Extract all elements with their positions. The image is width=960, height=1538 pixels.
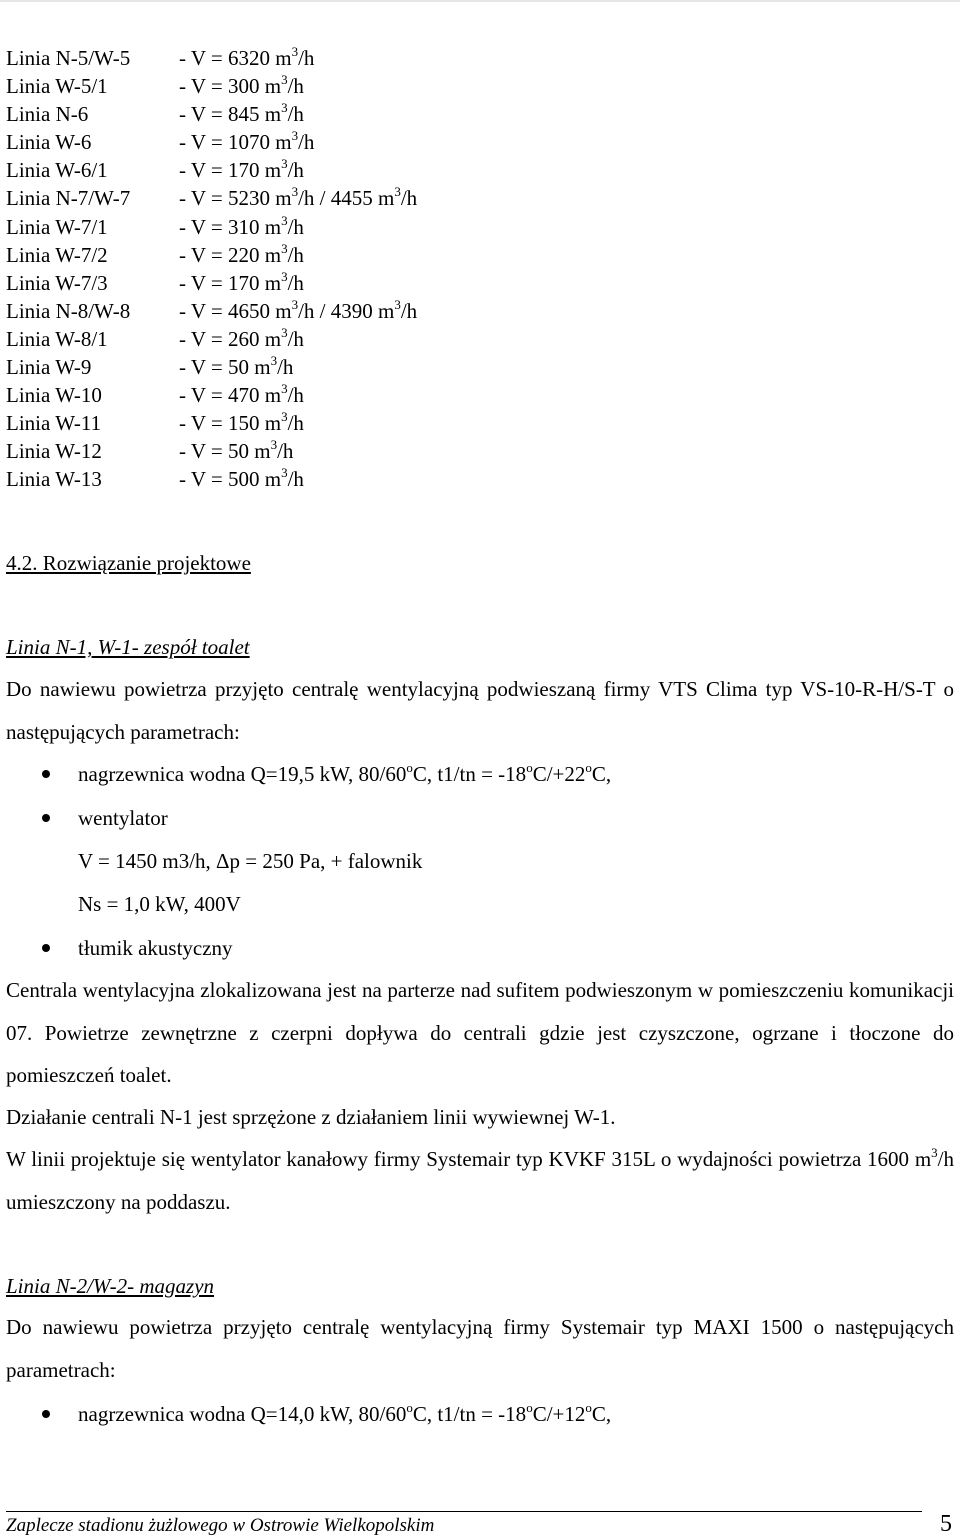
- footer-title: Zaplecze stadionu żużlowego w Ostrowie Wielkopolskim: [6, 1515, 435, 1536]
- paragraph-n2-intro: Do nawiewu powietrza przyjęto centralę wentylacyjną firmy Systemair typ MAXI 1500 o następujących parametrach:: [6, 1315, 954, 1382]
- line-name: Linia W-7/2: [6, 242, 108, 267]
- line-airflow: - V = 300 $m^3/h$: [179, 72, 304, 99]
- line-airflow: - V = 50 $m^3/h$: [179, 437, 294, 464]
- line-name: Linia W-6/1: [6, 158, 108, 183]
- line-airflow: - V = 845 $m^3/h$: [179, 100, 304, 127]
- paragraph-n1-coupling: Działanie centrali N-1 jest sprzężone z działaniem linii wywiewnej W-1.: [6, 1105, 616, 1129]
- line-name: Linia W-5/1: [6, 74, 108, 99]
- paragraph-w1-fan: W linii projektuje się wentylator kanałowy firmy Systemair typ KVKF 315L o wydajności powietrza 1600 $m^3/h$ umieszczony na poddaszu.: [6, 1145, 954, 1214]
- line-name: Linia W-8/1: [6, 326, 108, 351]
- bullet-icon: [42, 944, 50, 952]
- line-airflow: - V = 4650 $m^3/h / 4390$ $m^3/h$: [179, 296, 418, 323]
- line-airflow: - V = 470 $m^3/h$: [179, 381, 304, 408]
- bullet-icon: [42, 770, 50, 778]
- line-airflow: - V = 310 $m^3/h$: [179, 212, 304, 239]
- bullet-text: tłumik akustyczny: [78, 936, 233, 960]
- bullet-text: nagrzewnica wodna Q=19,5 kW, 80/60$^o$C, $t1/tn = -18^oC/+22^oC$,: [78, 760, 612, 786]
- page-number: 5: [940, 1511, 952, 1537]
- bullet-text: nagrzewnica wodna Q=14,0 kW, 80/60$^o$C, $t1/tn = -18^oC/+12^oC$,: [78, 1400, 612, 1426]
- bullet-icon: [42, 1410, 50, 1418]
- subsection-heading-n2-w2: Linia N-2/W-2- magazyn: [6, 1274, 215, 1298]
- bullet-icon: [42, 814, 50, 822]
- line-airflow: - V = 170 $m^3/h$: [179, 156, 304, 183]
- line-name: Linia W-10: [6, 383, 102, 408]
- line-name: Linia N-8/W-8: [6, 298, 131, 323]
- line-name: Linia N-6: [6, 102, 89, 127]
- line-airflow: - V = 220 $m^3/h$: [179, 240, 304, 267]
- line-name: Linia W-13: [6, 467, 102, 492]
- line-airflow: - V = 50 $m^3/h$: [179, 353, 294, 380]
- section-heading: 4.2. Rozwiązanie projektowe: [6, 551, 251, 575]
- top-rule: [0, 0, 960, 2]
- fan-params-line-1: V = 1450 m3/h, Δp = 250 Pa, + falownik: [78, 849, 423, 873]
- line-name: Linia W-6: [6, 130, 92, 155]
- line-airflow: - V = 150 $m^3/h$: [179, 409, 304, 436]
- line-airflow: - V = 170 $m^3/h$: [179, 268, 304, 295]
- line-airflow: - V = 260 $m^3/h$: [179, 324, 304, 351]
- line-name: Linia W-11: [6, 411, 102, 436]
- bullet-text: wentylator: [78, 806, 168, 830]
- line-name: Linia N-7/W-7: [6, 186, 131, 211]
- paragraph-n1-location: Centrala wentylacyjna zlokalizowana jest na parterze nad sufitem podwieszonym w pomieszczeniu komunikacji 07. Powietrze zewnętrzne z czerpni dopływa do centrali gdzie jest czyszczone, ogrzane i tłoczone do pomieszczeń toalet.: [6, 978, 954, 1087]
- fan-params-line-2: Ns = 1,0 kW, 400V: [78, 892, 241, 916]
- subsection-heading-n1-w1: Linia N-1, W-1- zespół toalet: [6, 635, 250, 659]
- line-airflow: - V = 6320 $m^3/h$: [179, 44, 315, 70]
- line-name: Linia W-12: [6, 439, 102, 464]
- footer-rule: [6, 1511, 922, 1512]
- line-name: Linia N-5/W-5: [6, 46, 131, 70]
- paragraph-n1-intro: Do nawiewu powietrza przyjęto centralę wentylacyjną podwieszaną firmy VTS Clima typ VS-10-R-H/S-T o następujących parametrach:: [6, 677, 954, 744]
- line-airflow: - V = 5230 $m^3/h / 4455$ $m^3/h$: [179, 184, 418, 211]
- line-name: Linia W-7/1: [6, 214, 108, 239]
- line-airflow: - V = 1070 $m^3/h$: [179, 128, 315, 155]
- line-airflow: - V = 500 $m^3/h$: [179, 465, 304, 492]
- line-name: Linia W-7/3: [6, 270, 108, 295]
- line-name: Linia W-9: [6, 355, 92, 380]
